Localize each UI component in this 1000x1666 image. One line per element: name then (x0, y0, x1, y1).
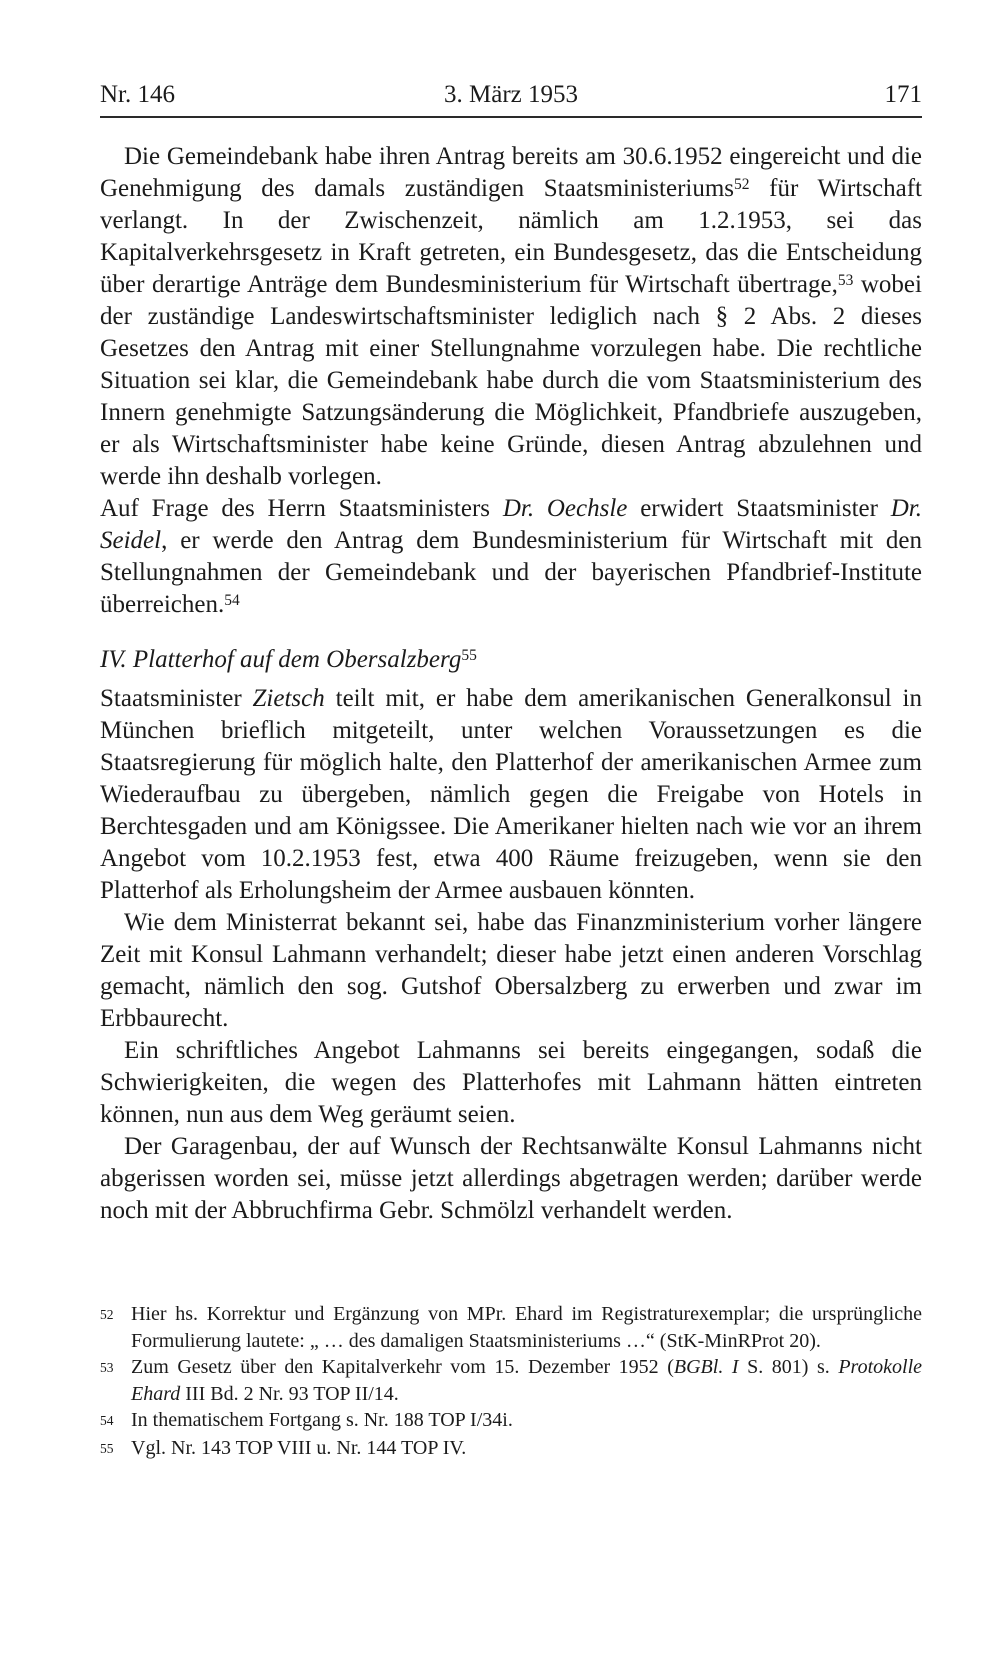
footnotes-section (100, 1301, 922, 1462)
paragraph (100, 1035, 922, 1131)
footnote-text (131, 1407, 922, 1435)
footnote (100, 1354, 922, 1407)
text-run: Dr. Seidel (100, 495, 923, 554)
text-run: erwidert Staatsminister (627, 495, 891, 522)
page-header (100, 80, 922, 110)
text-run: Staatsminister (100, 685, 253, 712)
text-run: Wie dem Ministerrat bekannt sei, habe das Finanzministerium vorher längere Zeit mit Konsul Lahmann verhandelt; dieser habe jetzt einen anderen Vorschlag gemacht, nämlich den sog. Gutshof Obersalzberg zu erwerben und zwar im Erbbaurecht. (100, 909, 922, 1032)
footnote-number: 53 (100, 1360, 114, 1375)
paragraph (100, 493, 922, 621)
footnote-ref: 53 (837, 272, 854, 290)
text-run: S. 801) s. (738, 1356, 839, 1378)
text-run: für Wirtschaft verlangt. In der Zwischenzeit, nämlich am 1.2.1953, sei das Kapitalverkehrsgesetz in Kraft getreten, ein Bundesgesetz, das die Entscheidung über derartige Anträge dem Bundesministerium für Wirtschaft übertrage, (100, 175, 922, 298)
footnote-ref: 55 (461, 647, 477, 665)
text-run: Vgl. Nr. 143 TOP VIII u. Nr. 144 TOP IV. (131, 1436, 467, 1459)
text-run: Hier hs. Korrektur und Ergänzung von MPr. Ehard im Registraturexemplar; die ursprüngliche Formulierung lautete: „ … des damaligen Staatsministeriums …“ (StK-MinRProt 20). (131, 1303, 922, 1352)
footnote-ref: 54 (224, 592, 240, 610)
body-text (100, 141, 922, 1227)
paragraph (100, 141, 922, 493)
text-run: Auf Frage des Herrn Staatsministers (100, 495, 503, 522)
paragraph (100, 907, 922, 1035)
footnote (100, 1407, 922, 1435)
text-run: Zum Gesetz über den Kapitalverkehr vom 15. Dezember 1952 ( (131, 1356, 674, 1378)
footnote (100, 1301, 922, 1354)
paragraph (100, 683, 922, 907)
footnote (100, 1435, 922, 1463)
footnote-text (131, 1301, 922, 1354)
header-rule (100, 116, 922, 118)
text-run: In thematischem Fortgang s. Nr. 188 TOP I/34i. (131, 1409, 513, 1431)
text-run: IV. Platterhof auf dem Obersalzberg (100, 646, 462, 673)
footnote-text (131, 1435, 922, 1463)
page-number: 171 (884, 81, 922, 108)
text-run: teilt mit, er habe dem amerikanischen Generalkonsul in München brieflich mitgeteilt, unter welchen Voraussetzungen es die Staatsregierung für möglich halte, den Platterhof der amerikanischen Armee zum Wiederaufbau zu übergeben, nämlich gegen die Freigabe von Hotels in Berchtesgaden und am Königssee. Die Amerikaner hielten nach wie vor an ihrem Angebot vom 10.2.1953 fest, etwa 400 Räume freizugeben, wenn sie den Platterhof als Erholungsheim der Armee ausbauen könnten. (100, 685, 922, 904)
footnote-number: 54 (100, 1413, 114, 1428)
text-run: Der Garagenbau, der auf Wunsch der Rechtsanwälte Konsul Lahmanns nicht abgerissen worden sei, müsse jetzt allerdings abgetragen werden; darüber werde noch mit der Abbruchfirma Gebr. Schmölzl verhandelt werden. (100, 1133, 922, 1224)
footnote-number: 55 (100, 1440, 114, 1456)
text-run: Ein schriftliches Angebot Lahmanns sei bereits eingegangen, sodaß die Schwierigkeiten, die wegen des Platterhofes mit Lahmann hätten eintreten können, nun aus dem Weg geräumt seien. (100, 1037, 922, 1128)
text-run: , er werde den Antrag dem Bundesministerium für Wirtschaft mit den Stellungnahmen der Gemeindebank und der bayerischen Pfandbrief-Institute überreichen. (100, 527, 922, 618)
text-run: wobei der zuständige Landeswirtschaftsminister lediglich nach § 2 Abs. 2 dieses Gesetzes den Antrag mit einer Stellungnahme vorzulegen habe. Die rechtliche Situation sei klar, die Gemeindebank habe durch die vom Staatsministerium des Innern genehmigte Satzungsänderung die Möglichkeit, Pfandbriefe auszugeben, er als Wirtschaftsminister habe keine Gründe, diesen Antrag abzulehnen und werde ihn deshalb vorlegen. (100, 271, 922, 490)
section-heading (100, 644, 922, 676)
text-run: Zietsch (252, 685, 325, 712)
document-number: Nr. 146 (100, 81, 175, 108)
header-date: 3. März 1953 (444, 81, 578, 108)
text-run: III Bd. 2 Nr. 93 TOP II/14. (180, 1382, 399, 1405)
text-run: Dr. Oechsle (502, 495, 628, 522)
paragraph (100, 1131, 922, 1227)
footnote-text (131, 1354, 922, 1407)
text-run: BGBl. I (673, 1356, 739, 1378)
text-run: Protokolle Ehard (131, 1356, 923, 1405)
footnote-number: 52 (100, 1307, 114, 1322)
footnote-ref: 52 (734, 176, 750, 194)
text-run: Die Gemeindebank habe ihren Antrag bereits am 30.6.1952 eingereicht und die Genehmigung des damals zuständigen Staatsministeriums (100, 143, 922, 202)
